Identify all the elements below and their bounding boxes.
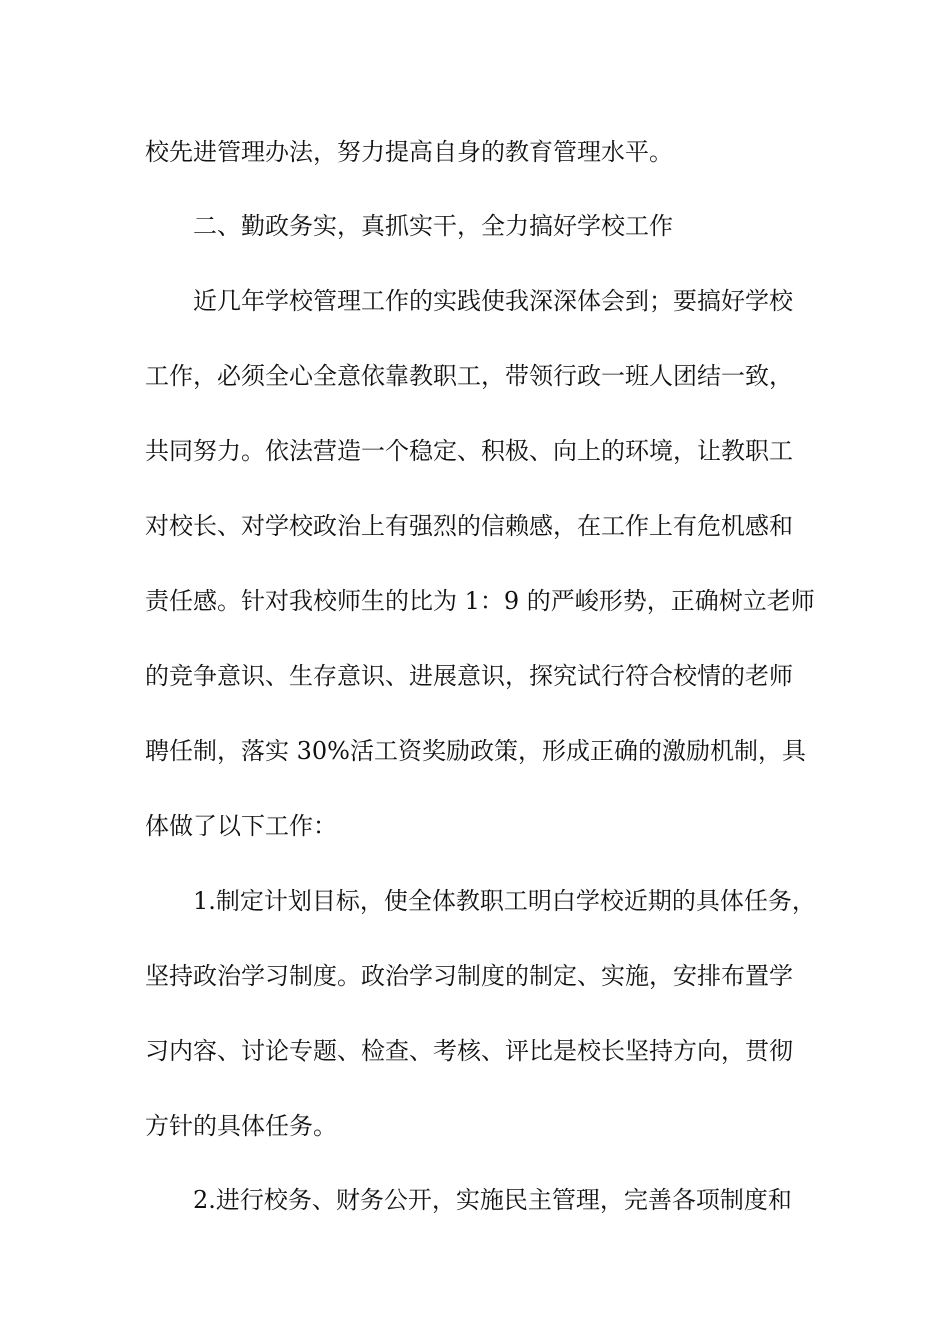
paragraph-line: 习内容、讨论专题、检查、考核、评比是校长坚持方向，贯彻 (145, 1037, 793, 1065)
section-heading: 二、勤政务实，真抓实干，全力搞好学校工作 (193, 212, 673, 240)
paragraph-line: 的竞争意识、生存意识、进展意识，探究试行符合校情的老师 (145, 662, 793, 690)
paragraph-line: 近几年学校管理工作的实践使我深深体会到；要搞好学校 (193, 287, 793, 315)
paragraph-line: 体做了以下工作： (145, 812, 337, 840)
paragraph-line: 坚持政治学习制度。政治学习制度的制定、实施，安排布置学 (145, 962, 793, 990)
list-item-line: 1.制定计划目标，使全体教职工明白学校近期的具体任务， (193, 887, 816, 915)
paragraph-line: 聘任制，落实 30%活工资奖励政策，形成正确的激励机制，具 (145, 737, 806, 765)
paragraph-line: 对校长、对学校政治上有强烈的信赖感，在工作上有危机感和 (145, 512, 793, 540)
list-item-line: 2.进行校务、财务公开，实施民主管理，完善各项制度和 (193, 1186, 792, 1214)
paragraph-line: 工作，必须全心全意依靠教职工，带领行政一班人团结一致， (145, 362, 793, 390)
paragraph-line: 共同努力。依法营造一个稳定、积极、向上的环境，让教职工 (145, 437, 793, 465)
paragraph-line: 责任感。针对我校师生的比为 1：9 的严峻形势，正确树立老师 (145, 587, 815, 615)
paragraph-line: 校先进管理办法，努力提高自身的教育管理水平。 (145, 138, 673, 166)
paragraph-line: 方针的具体任务。 (145, 1112, 337, 1140)
